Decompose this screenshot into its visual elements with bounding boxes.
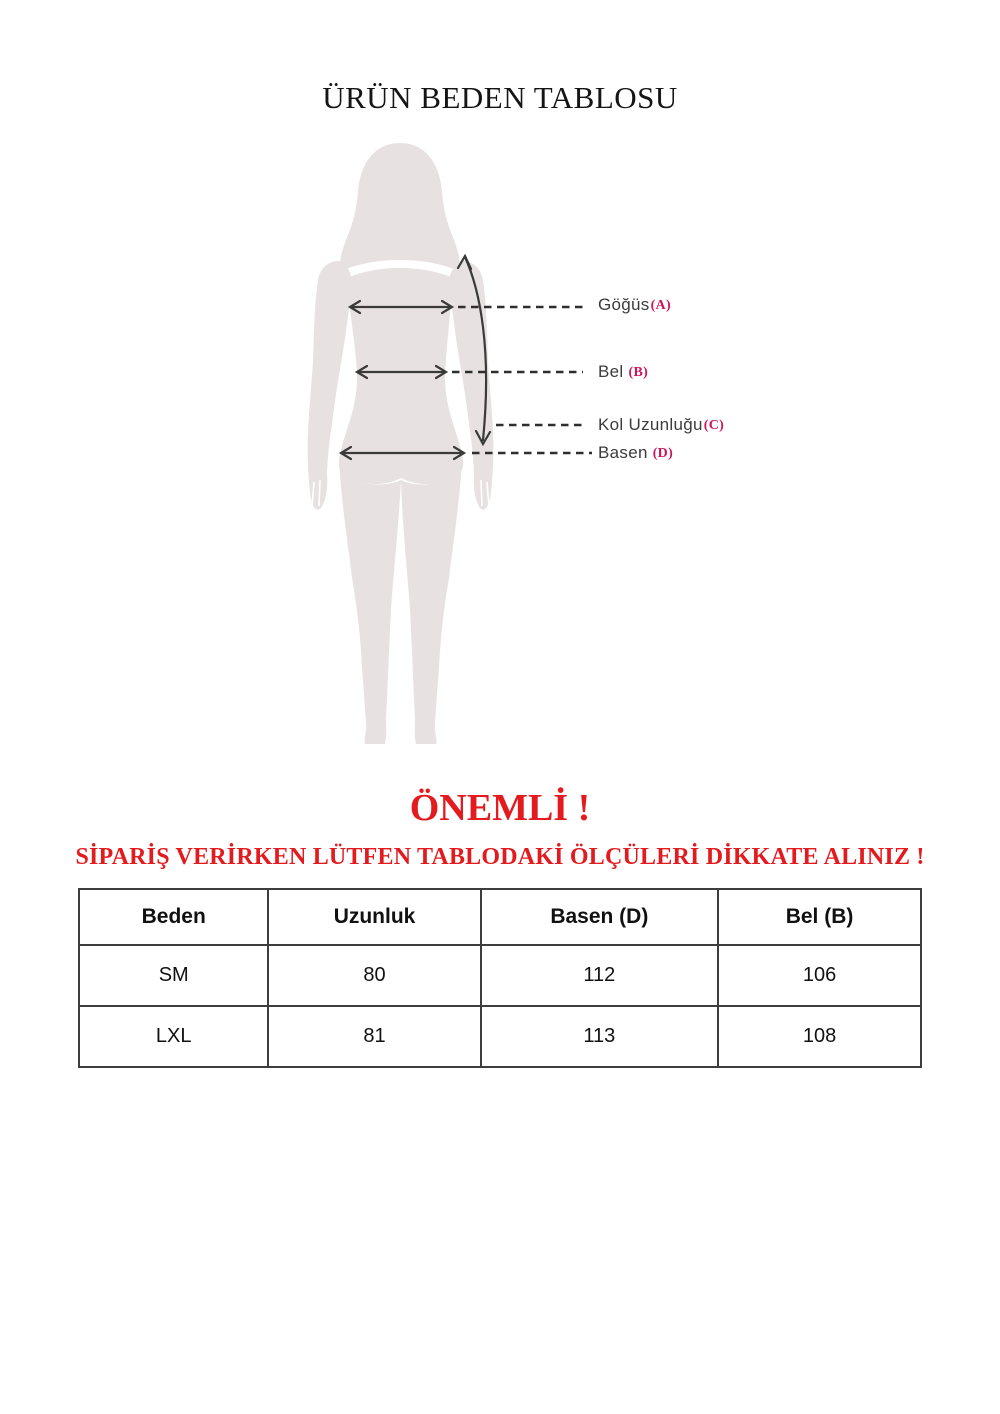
female-body-silhouette — [0, 130, 1000, 775]
waist-code: (B) — [628, 365, 649, 380]
cell-hip: 112 — [481, 945, 718, 1006]
size-table — [78, 888, 922, 1068]
size-table-header — [79, 889, 921, 945]
cell-hip: 113 — [481, 1006, 718, 1067]
chest-code: (A) — [650, 298, 671, 313]
cell-size: SM — [79, 945, 268, 1006]
arm-label-text: Kol Uzunluğu — [598, 415, 703, 434]
body-shape — [308, 143, 494, 744]
cell-length: 80 — [268, 945, 480, 1006]
arm-code: (C) — [703, 418, 725, 433]
col-header-beden: Beden — [79, 889, 268, 945]
order-warning: SİPARİŞ VERİRKEN LÜTFEN TABLODAKİ ÖLÇÜLERİ DİKKATE ALINIZ ! — [75, 844, 925, 870]
hip-label-text: Basen — [598, 443, 648, 462]
important-heading: ÖNEMLİ ! — [409, 787, 591, 829]
measurement-diagram — [0, 130, 1000, 775]
cell-waist: 108 — [718, 1006, 921, 1067]
table-row-sm — [79, 945, 921, 1006]
header-row — [79, 889, 921, 945]
page-title: ÜRÜN BEDEN TABLOSU — [322, 80, 678, 115]
cell-waist: 106 — [718, 945, 921, 1006]
measurement-label-waist — [598, 361, 648, 383]
waist-label-text: Bel — [598, 362, 624, 381]
cell-size: LXL — [79, 1006, 268, 1067]
cell-length: 81 — [268, 1006, 480, 1067]
measurement-label-hip — [598, 442, 673, 464]
col-header-basen: Basen (D) — [481, 889, 718, 945]
hip-code: (D) — [652, 446, 674, 461]
col-header-uzunluk: Uzunluk — [268, 889, 480, 945]
table-row-lxl — [79, 1006, 921, 1067]
size-table-body — [79, 945, 921, 1067]
chest-label-text: Göğüs — [598, 295, 650, 314]
col-header-bel: Bel (B) — [718, 889, 921, 945]
measurement-label-arm — [598, 414, 724, 436]
measurement-label-chest — [598, 294, 671, 316]
